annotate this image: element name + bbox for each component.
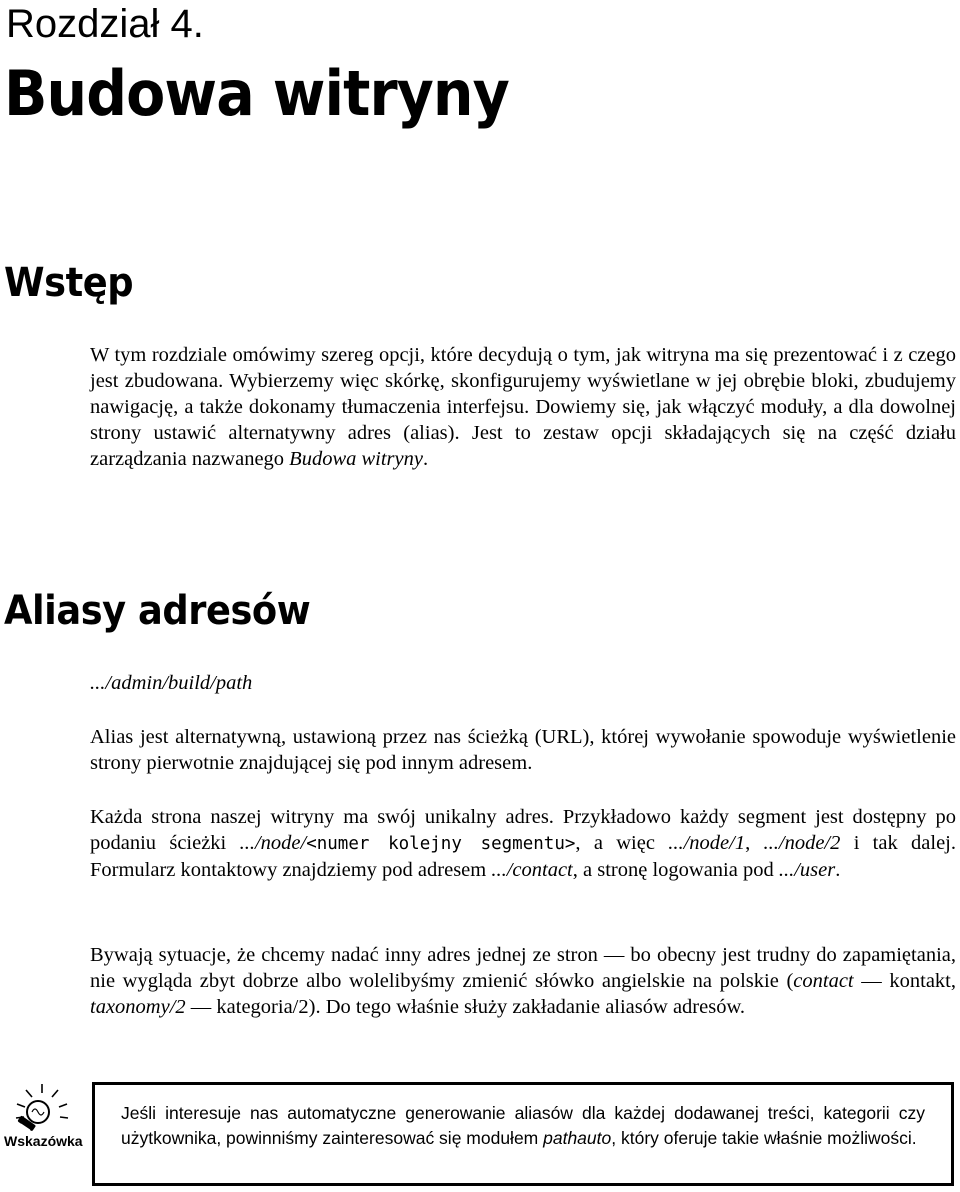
tip-text: Jeśli interesuje nas automatyczne generowanie aliasów dla każdej dodawanej treści, kategorii czy użytkownika, powinniśmy zainteresować się modułem pathauto, który oferuje takie właśnie możliwości. <box>121 1103 925 1148</box>
node-number-placeholder: <numer kolejny segmentu> <box>306 834 576 854</box>
section-heading-intro: Wstęp <box>4 260 134 306</box>
admin-path: .../admin/build/path <box>90 672 253 694</box>
aliases-paragraph-2: Każda strona naszej witryny ma swój unikalny adres. Przykładowo każdy segment jest dostępny po podaniu ścieżki .../node/<numer kolejny segmentu>, a więc .../node/1, .../node/2 i tak dalej. Formularz kontaktowy znajdziemy pod adresem .../contact, a stronę logowania pod .../user. <box>90 806 956 881</box>
tip-icon-label: Wskazówka <box>4 1133 83 1149</box>
intro-paragraph: W tym rozdziale omówimy szereg opcji, które decydują o tym, jak witryna ma się prezentować i z czego jest zbudowana. Wybierzemy więc skórkę, skonfigurujemy wyświetlane w jej obrębie bloki, zbudujemy nawigację, a także dokonamy tłumaczenia interfejsu. Dowiemy się, jak włączyć moduły, a dla dowolnej strony ustawić alternatywny adres (alias). Jest to zestaw opcji składających się na część działu zarządzania nazwanego Budowa witryny. <box>90 344 956 470</box>
aliases-paragraph-3: Bywają sytuacje, że chcemy nadać inny adres jednej ze stron — bo obecny jest trudny do zapamiętania, nie wygląda zbyt dobrze albo wolelibyśmy zmienić słówko angielskie na polskie (contact — kontakt, taxonomy/2 — kategoria/2). Do tego właśnie służy zakładanie aliasów adresów. <box>90 944 956 1018</box>
chapter-title: Budowa witryny <box>4 57 509 130</box>
section-heading-aliases: Aliasy adresów <box>4 588 311 634</box>
chapter-label: Rozdział 4. <box>6 2 204 46</box>
aliases-paragraph-1: Alias jest alternatywną, ustawioną przez nas ścieżką (URL), której wywołanie spowoduje wyświetlenie strony pierwotnie znajdującej się pod innym adresem. <box>90 726 956 774</box>
tip-box <box>92 1082 954 1186</box>
lightbulb-icon <box>2 1080 86 1160</box>
